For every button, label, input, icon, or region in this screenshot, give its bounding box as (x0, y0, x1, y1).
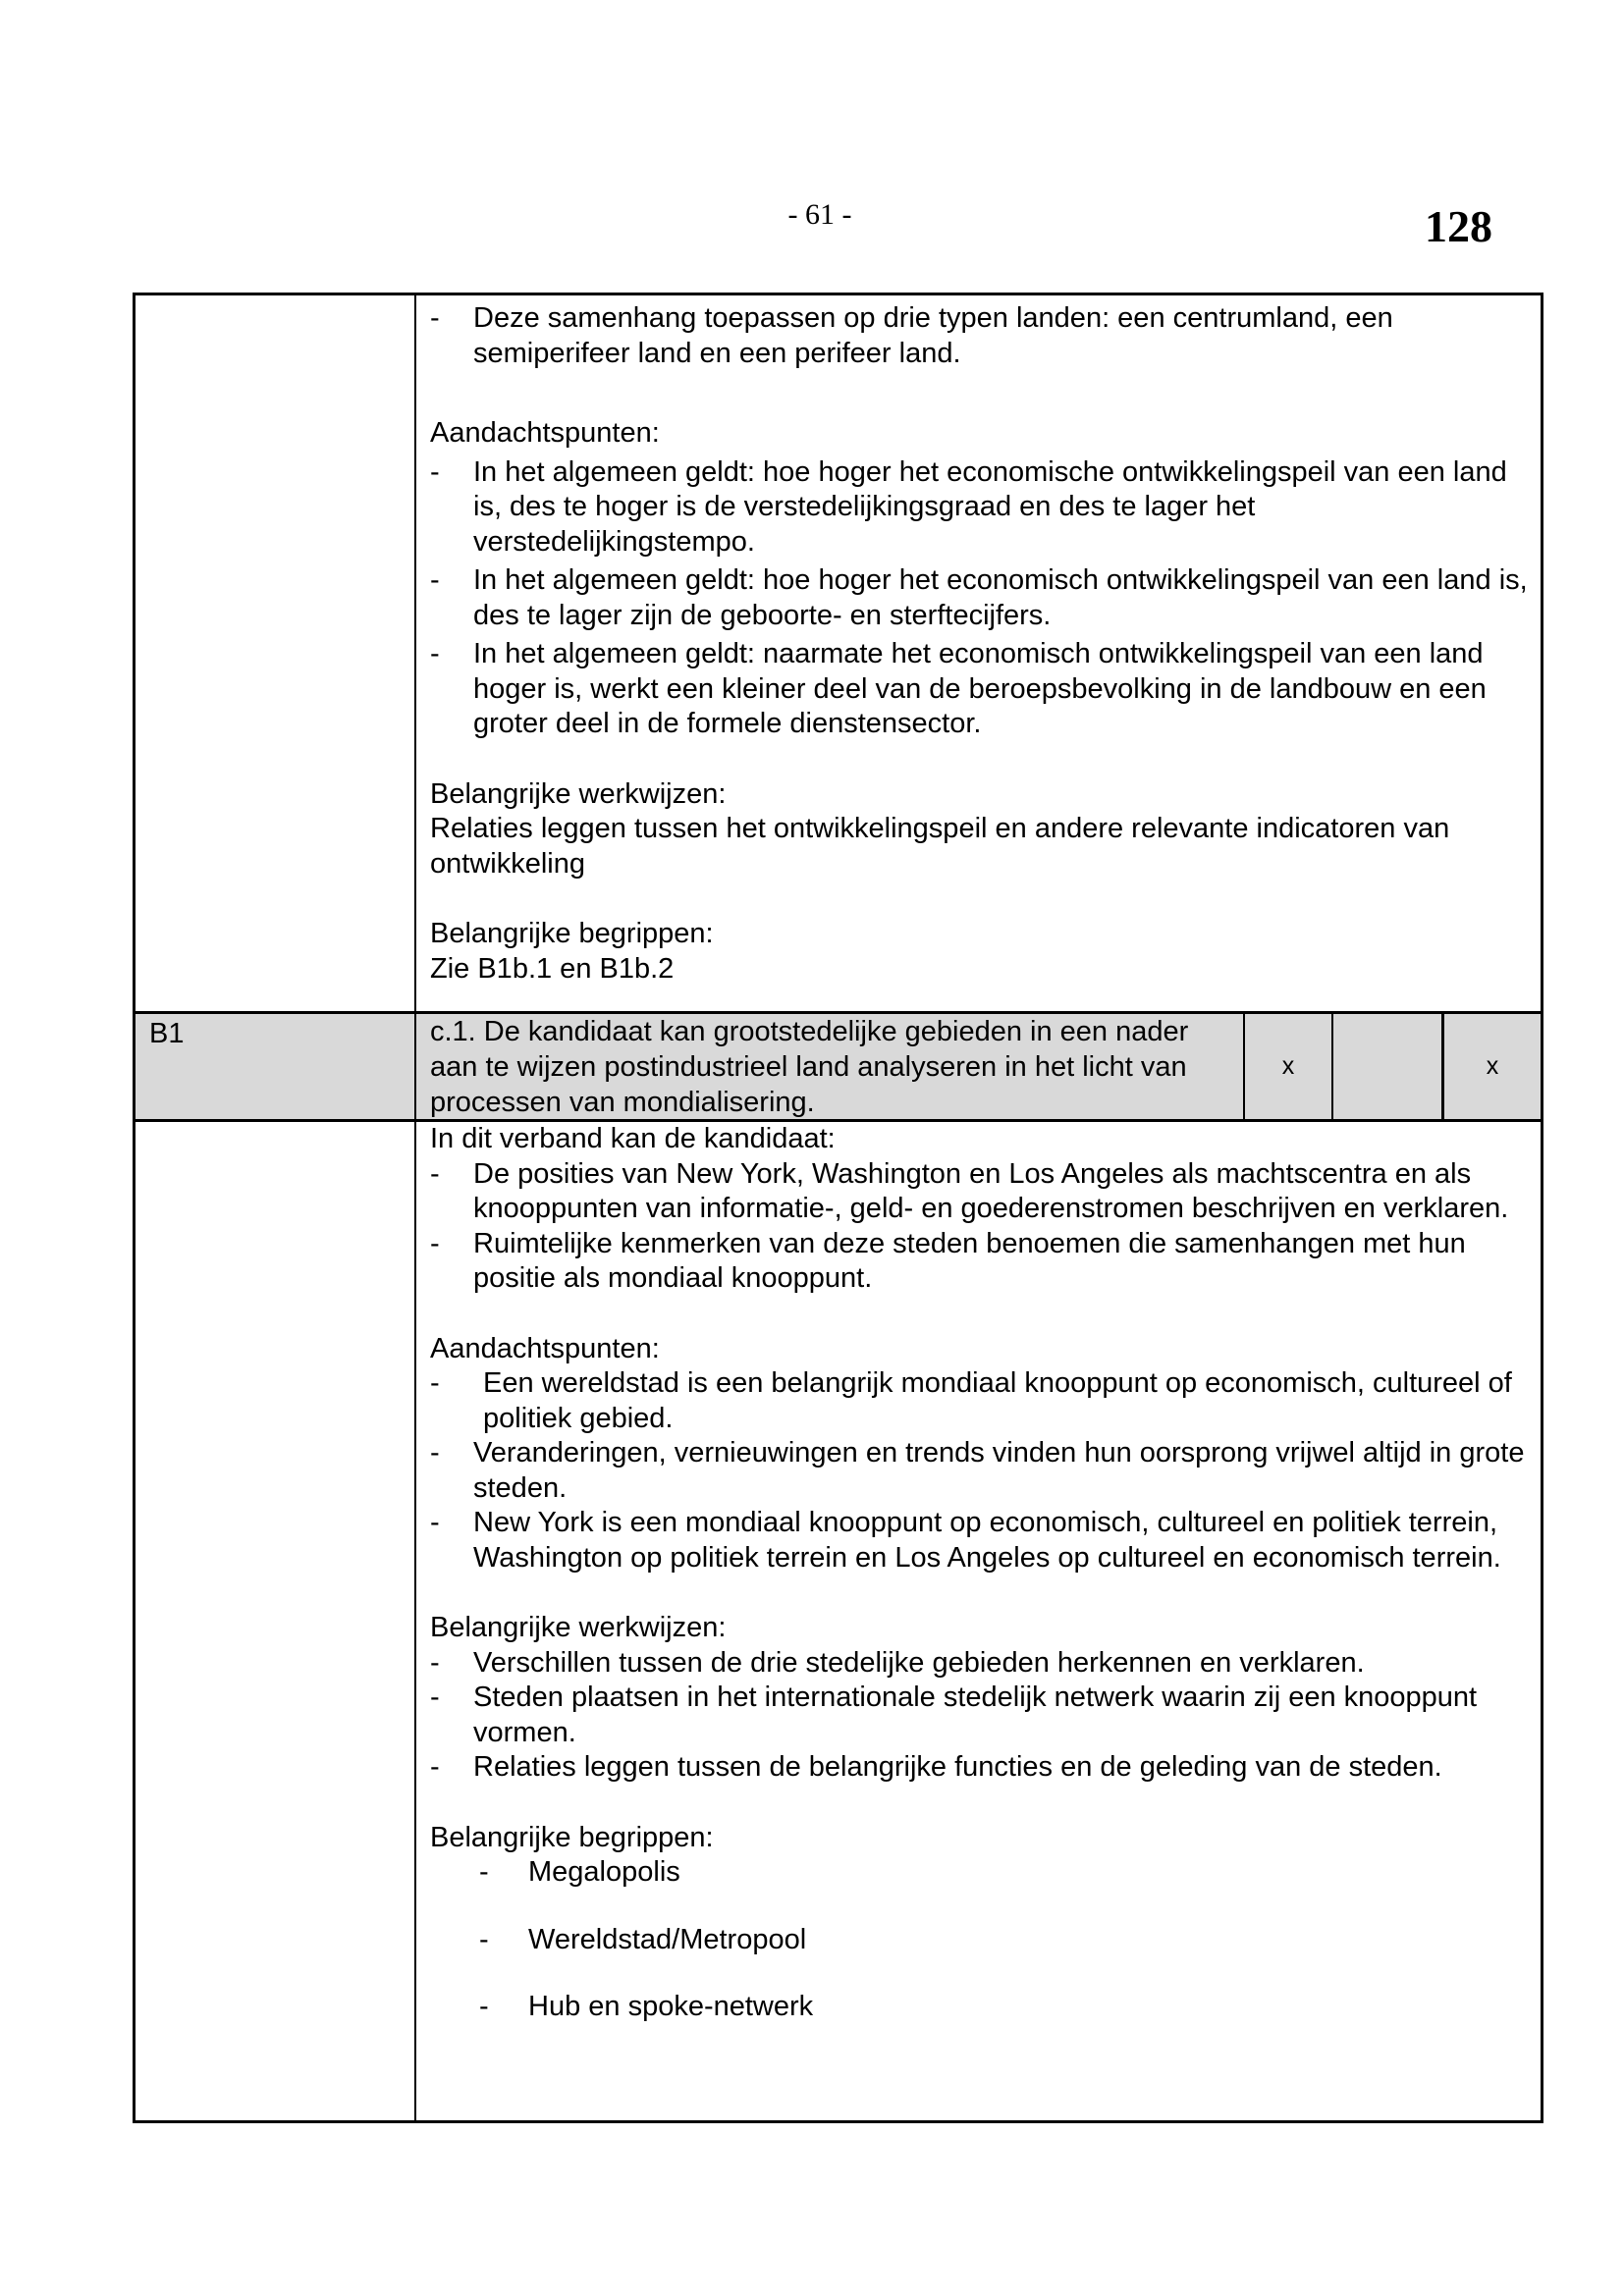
mark-cell-1: x (1243, 1014, 1331, 1119)
term-item: - Hub en spoke-netwerk (479, 1991, 814, 2022)
bullet-dash: - (430, 302, 440, 334)
curriculum-table (133, 293, 1543, 2123)
term-item: - Megalopolis (479, 1856, 680, 1888)
table-row-continuation (133, 293, 1543, 1011)
table-row-details (133, 1122, 1543, 2123)
list-item: - Relaties leggen tussen de belangrijke functies en de geleding van de steden. (430, 1751, 1442, 1783)
list-item: - In het algemeen geldt: naarmate het economisch ontwikkelingspeil van een land hoger is, werkt een kleiner deel van de beroepsbevolking in de landbouw en een groter deel in de formele dienstensector. (430, 638, 1487, 739)
list-item: - In het algemeen geldt: hoe hoger het economisch ontwikkelingspeil van een land is, des te lager zijn de geboorte- en sterftecijfers. (430, 564, 1528, 631)
term-item: - Wereldstad/Metropool (479, 1923, 807, 1955)
werkwijzen-text: Relaties leggen tussen het ontwikkelingspeil en andere relevante indicatoren van ontwikkeling (430, 813, 1450, 880)
page-number: - 61 - (787, 198, 852, 231)
mark-cell-3: x (1441, 1014, 1541, 1119)
section-heading-werkwijzen: Belangrijke werkwijzen: (430, 777, 727, 810)
mark-cell-2 (1331, 1014, 1441, 1119)
list-item: - Verschillen tussen de drie stedelijke gebieden herkennen en verklaren. (430, 1646, 1365, 1679)
document-number: 128 (1425, 201, 1492, 251)
content-cell (416, 295, 1541, 1011)
section-heading-begrippen: Belangrijke begrippen: (430, 1821, 714, 1853)
list-item: - Veranderingen, vernieuwingen en trends vinden hun oorsprong vrijwel altijd in grote steden. (430, 1437, 1525, 1504)
section-heading-aandachtspunten: Aandachtspunten: (430, 417, 660, 449)
list-item: - De posities van New York, Washington en Los Angeles als machtscentra en als knooppunten van informatie-, geld- en goederenstromen beschrijven en verklaren. (430, 1157, 1509, 1224)
begrippen-text: Zie B1b.1 en B1b.2 (430, 952, 675, 985)
list-item: - Ruimtelijke kenmerken van deze steden benoemen die samenhangen met hun positie als mondiaal knooppunt. (430, 1227, 1466, 1294)
code-cell (135, 1122, 416, 2120)
objective-text: c.1. De kandidaat kan grootstedelijke gebieden in een nader aan te wijzen postindustrieel land analyseren in het licht van processen van mondialisering. (430, 1016, 1189, 1118)
objective-code: B1 (135, 1014, 416, 1119)
table-row-objective (133, 1011, 1543, 1122)
list-item: - Deze samenhang toepassen op drie typen landen: een centrumland, een semiperifeer land en een perifeer land. (430, 301, 1529, 371)
begrippen-list (430, 1855, 1529, 2025)
list-item: - Steden plaatsen in het internationale stedelijk netwerk waarin zij een knooppunt vormen. (430, 1682, 1478, 1748)
code-cell (135, 295, 416, 1011)
list-item: - New York is een mondiaal knooppunt op economisch, cultureel en politiek terrein, Washington op politiek terrein en Los Angeles op cultureel en economisch terrein. (430, 1507, 1501, 1574)
intro-text: In dit verband kan de kandidaat: (430, 1123, 836, 1154)
list-item: - Een wereldstad is een belangrijk mondiaal knooppunt op economisch, cultureel of politiek gebied. (430, 1367, 1512, 1434)
section-heading-werkwijzen: Belangrijke werkwijzen: (430, 1612, 727, 1643)
list-item: - In het algemeen geldt: hoe hoger het economische ontwikkelingspeil van een land is, des te hoger is de verstedelijkingsgraad en des te lager het verstedelijkingstempo. (430, 455, 1507, 558)
section-heading-aandachtspunten: Aandachtspunten: (430, 1332, 660, 1364)
section-heading-begrippen: Belangrijke begrippen: (430, 918, 714, 949)
content-cell (416, 1122, 1541, 2120)
